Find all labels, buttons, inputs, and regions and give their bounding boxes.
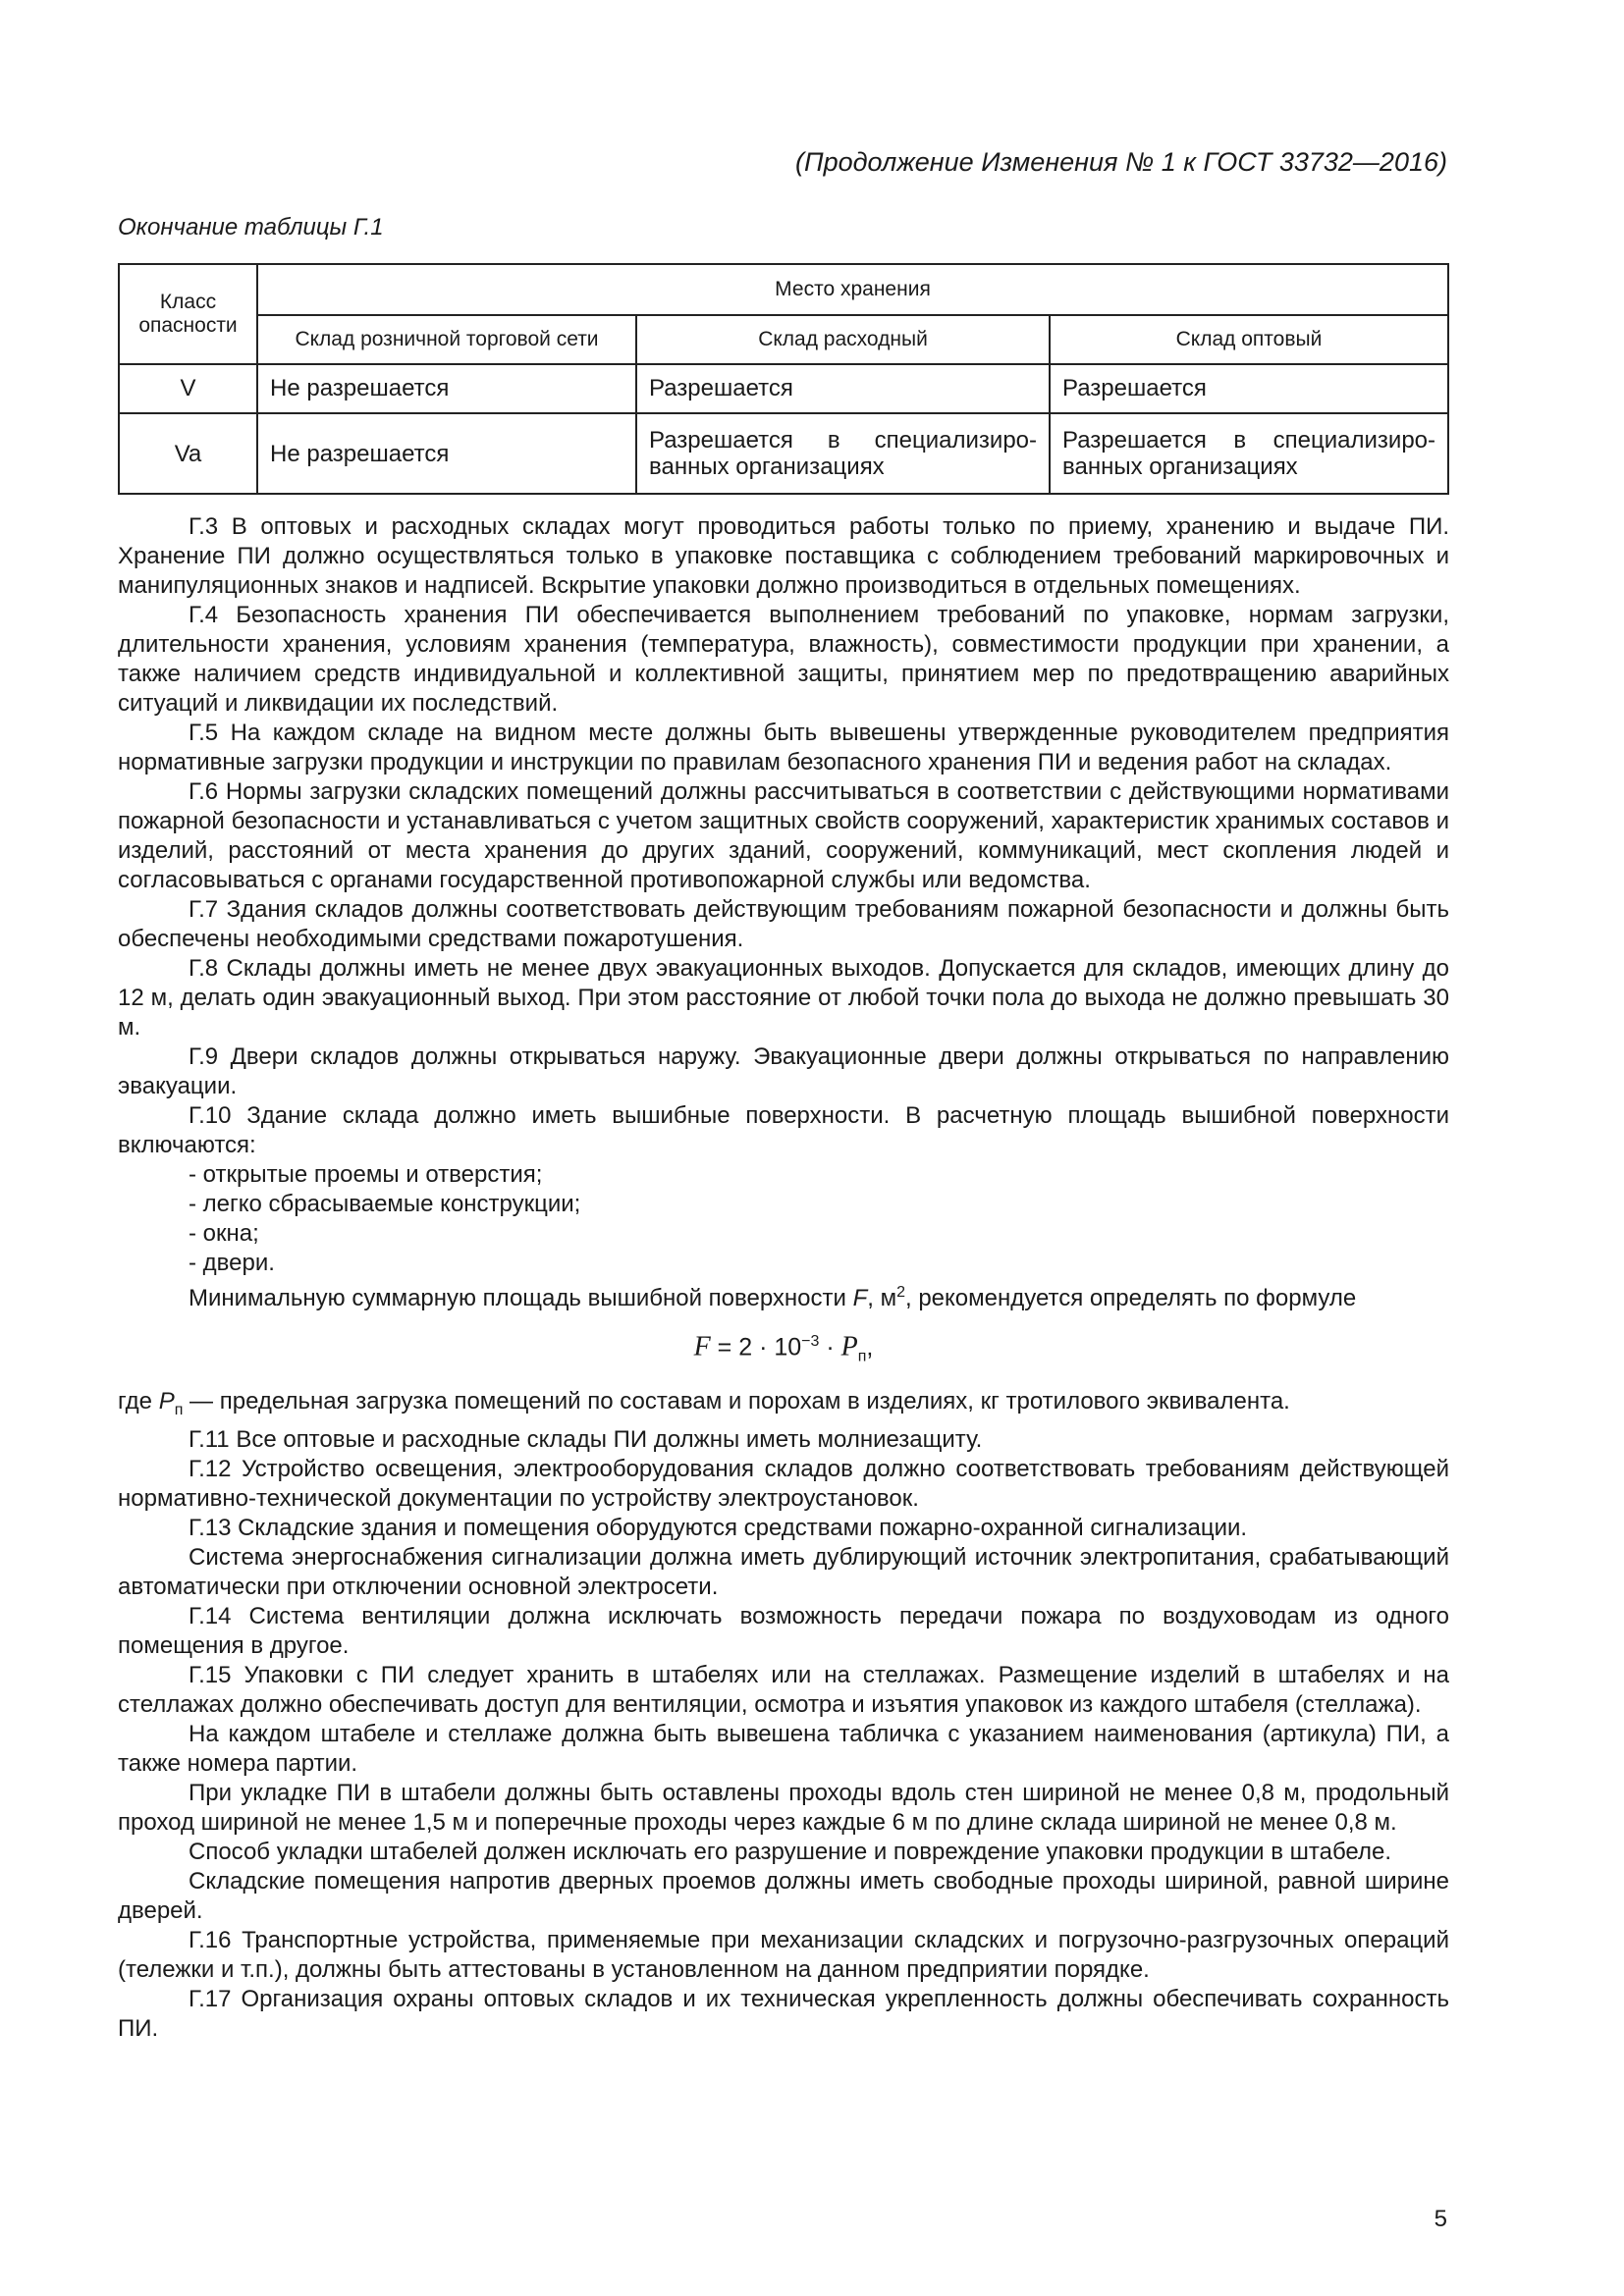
paragraph-g13: Г.13 Складские здания и помещения оборудуются средствами пожарно-охранной сигнализации. bbox=[189, 1515, 1248, 1542]
table-cell: Не разрешается bbox=[257, 364, 636, 413]
where-prefix: где bbox=[118, 1388, 159, 1415]
paragraph-g7: Г.7 Здания складов должны соответствовать действующим требованиям пожарной безопасности и должны быть обеспечены необходимыми средствами пожаротушения. bbox=[118, 896, 1449, 952]
paragraph-g15-b: На каждом штабеле и стеллаже должна быть вывешена табличка с указанием наименования (артикула) ПИ, а также номера партии. bbox=[118, 1721, 1449, 1778]
table-cell: Не разрешается bbox=[257, 413, 636, 494]
hazard-class-cell: Va bbox=[119, 413, 257, 494]
paragraph-g15-d: Способ укладки штабелей должен исключать его разрушение и повреждение упаковки продукции в штабеле. bbox=[189, 1839, 1391, 1866]
where-subscript: п bbox=[174, 1402, 184, 1419]
paragraph-g6: Г.6 Нормы загрузки складских помещений должны рассчитываться в соответствии с действующими нормативами пожарной безопасности и устанавливаться с учетом защитных свойств сооружений, характеристик хранимых составов и изделий, расстояний от места хранения до других зданий, сооружений, коммуникаций, мест скопления людей и согласовываться с органами государственной противопожарной службы или ведомства. bbox=[118, 778, 1449, 893]
table-cell bbox=[636, 413, 1050, 494]
cell-line: Разрешается в специализиро- bbox=[1062, 427, 1435, 454]
paragraph-g9: Г.9 Двери складов должны открываться наружу. Эвакуационные двери должны открываться по направлению эвакуации. bbox=[118, 1043, 1449, 1099]
formula-intro-text: Минимальную суммарную площадь вышибной поверхности bbox=[189, 1285, 853, 1311]
column-header-wholesale: Склад оптовый bbox=[1050, 315, 1448, 364]
paragraph-g16: Г.16 Транспортные устройства, применяемые при механизации складских и погрузочно-разгрузочных операций (тележки и т.п.), должны быть аттестованы в установленном на данном предприятии порядке. bbox=[118, 1927, 1449, 1984]
list-item: - двери. bbox=[189, 1250, 275, 1276]
table-cell: Разрешается bbox=[636, 364, 1050, 413]
paragraph-g15: Г.15 Упаковки с ПИ следует хранить в штабелях или на стеллажах. Размещение изделий в штабелях и на стеллажах должно обеспечивать доступ для вентиляции, осмотра и изъятия упаковок из каждого штабеля (стеллажа). bbox=[118, 1662, 1449, 1719]
formula-where bbox=[118, 1387, 1449, 1425]
table-row bbox=[119, 364, 1448, 413]
formula-intro bbox=[118, 1278, 1449, 1313]
formula-symbol-p: P bbox=[840, 1331, 858, 1362]
symbol-f: F bbox=[852, 1285, 868, 1311]
column-header-consumable: Склад расходный bbox=[636, 315, 1050, 364]
paragraph-g15-e: Складские помещения напротив дверных проемов должны иметь свободные проходы шириной, равной ширине дверей. bbox=[118, 1868, 1449, 1925]
formula-symbol-f: F bbox=[693, 1331, 711, 1362]
formula bbox=[118, 1327, 1449, 1371]
paragraph-g8: Г.8 Склады должны иметь не менее двух эвакуационных выходов. Допускается для складов, имеющих длину до 12 м, делать один эвакуационный выход. При этом расстояние от любой точки пола до выхода не должно превышать 30 м. bbox=[118, 955, 1449, 1041]
formula-dot: · bbox=[819, 1333, 841, 1362]
formula-comma: , bbox=[866, 1333, 874, 1362]
paragraph-g15-c: При укладке ПИ в штабели должны быть оставлены проходы вдоль стен шириной не менее 0,8 м, продольный проход шириной не менее 1,5 м и поперечные проходы через каждые 6 м по длине склада шириной не менее 0,8 м. bbox=[118, 1780, 1449, 1837]
table-cell: Разрешается bbox=[1050, 364, 1448, 413]
paragraph-g11: Г.11 Все оптовые и расходные склады ПИ должны иметь молниезащиту. bbox=[189, 1426, 983, 1454]
storage-table bbox=[118, 263, 1449, 495]
paragraph-g14: Г.14 Система вентиляции должна исключать возможность передачи пожара по воздуховодам из одного помещения в другое. bbox=[118, 1603, 1449, 1660]
cell-line: ванных организациях bbox=[1062, 454, 1298, 480]
document-body bbox=[118, 512, 1449, 2044]
unit-exponent: 2 bbox=[896, 1284, 905, 1301]
where-text: — предельная загрузка помещений по составам и порохам в изделиях, кг тротилового эквивалента. bbox=[183, 1388, 1290, 1415]
place-header: Место хранения bbox=[257, 264, 1448, 315]
page-number: 5 bbox=[1434, 2206, 1447, 2232]
paragraph-g4: Г.4 Безопасность хранения ПИ обеспечивается выполнением требований по упаковке, нормам загрузки, длительности хранения, условиям хранения (температура, влажность), совместимости продукции при хранении, а также наличием средств индивидуальной и коллективной защиты, принятием мер по предотвращению аварийных ситуаций и ликвидации их последствий. bbox=[118, 602, 1449, 717]
class-header: Класс опасности bbox=[119, 264, 257, 364]
cell-line: ванных организациях bbox=[649, 454, 885, 480]
paragraph-g10: Г.10 Здание склада должно иметь вышибные поверхности. В расчетную площадь вышибной поверхности включаются: bbox=[118, 1102, 1449, 1158]
where-symbol-p: P bbox=[158, 1388, 175, 1415]
formula-subscript: п bbox=[857, 1348, 867, 1365]
paragraph-g3: Г.3 В оптовых и расходных складах могут проводиться работы только по приему, хранению и выдаче ПИ. Хранение ПИ должно осуществляться только в упаковке поставщика с соблюдением требований маркировочных и манипуляционных знаков и надписей. Вскрытие упаковки должно производиться в отдельных помещениях. bbox=[118, 513, 1449, 599]
formula-intro-unit: , м bbox=[867, 1285, 897, 1311]
cell-line: Разрешается в специализиро- bbox=[649, 427, 1037, 454]
list-item: - открытые проемы и отверстия; bbox=[189, 1161, 543, 1188]
paragraph-g13-continued: Система энергоснабжения сигнализации должна иметь дублирующий источник электропитания, срабатывающий автоматически при отключении основной электросети. bbox=[118, 1544, 1449, 1601]
list-item: - окна; bbox=[189, 1220, 259, 1247]
paragraph-g5: Г.5 На каждом складе на видном месте должны быть вывешены утвержденные руководителем предприятия нормативные загрузки продукции и инструкции по правилам безопасного хранения ПИ и ведения работ на складах. bbox=[118, 720, 1449, 775]
table-header-row bbox=[119, 264, 1448, 315]
formula-exponent: −3 bbox=[801, 1333, 820, 1350]
column-header-retail: Склад розничной торговой сети bbox=[257, 315, 636, 364]
list-item: - легко сбрасываемые конструкции; bbox=[189, 1191, 581, 1217]
hazard-class-cell: V bbox=[119, 364, 257, 413]
paragraph-g17: Г.17 Организация охраны оптовых складов и их техническая укрепленность должны обеспечивать сохранность ПИ. bbox=[118, 1986, 1449, 2043]
table-cell bbox=[1050, 413, 1448, 494]
table-caption: Окончание таблицы Г.1 bbox=[118, 214, 384, 240]
table-subheader-row bbox=[119, 315, 1448, 364]
table-row bbox=[119, 413, 1448, 494]
running-header: (Продолжение Изменения № 1 к ГОСТ 33732—2016) bbox=[795, 147, 1447, 177]
formula-intro-tail: , рекомендуется определять по формуле bbox=[905, 1285, 1357, 1311]
paragraph-g12: Г.12 Устройство освещения, электрооборудования складов должно соответствовать требованиям действующей нормативно-технической документации по устройству электроустановок. bbox=[118, 1456, 1449, 1513]
formula-equals: = 2 · 10 bbox=[710, 1333, 802, 1362]
